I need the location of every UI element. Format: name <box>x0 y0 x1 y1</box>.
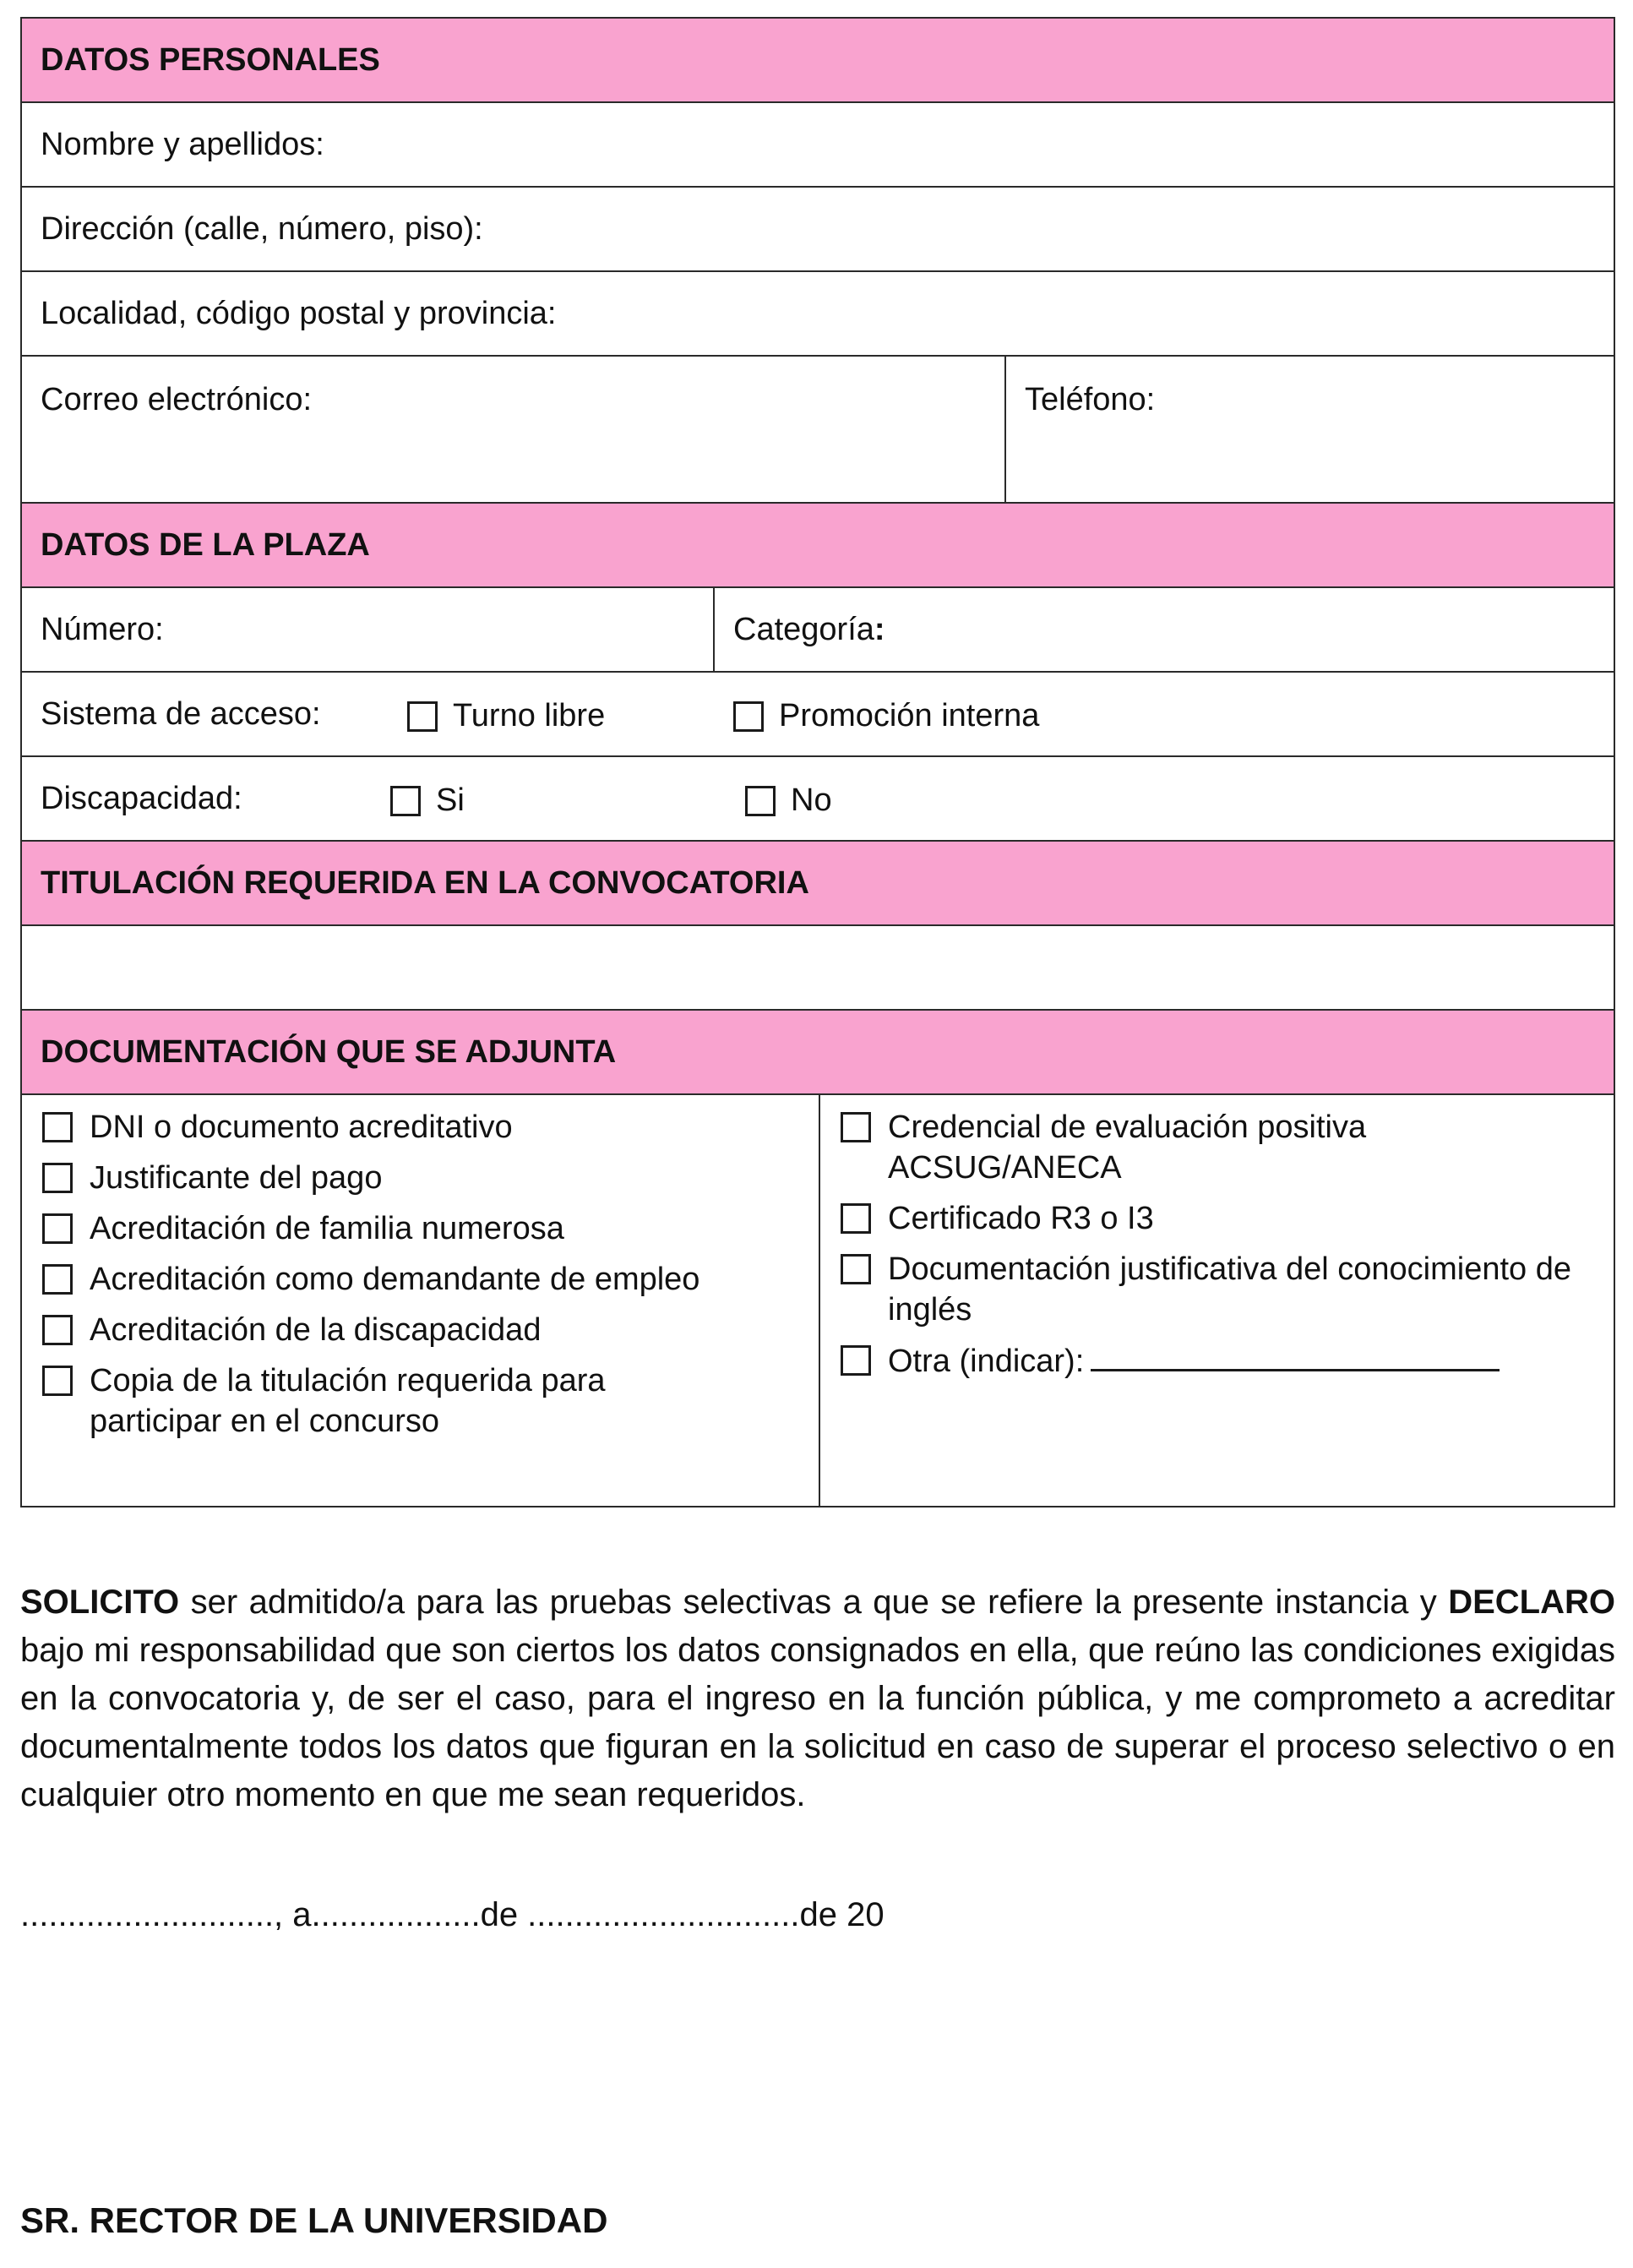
checkbox[interactable] <box>42 1366 73 1396</box>
field-label: Número: <box>41 611 164 647</box>
field-address[interactable] <box>22 188 1614 272</box>
doc-item[interactable]: Credencial de evaluación positiva ACSUG/ANECA <box>841 1107 1597 1188</box>
checkbox[interactable] <box>841 1203 871 1234</box>
field-label: Categoría <box>733 611 874 647</box>
doc-item-other[interactable]: Otra (indicar): <box>841 1340 1597 1382</box>
doc-item[interactable]: DNI o documento acreditativo <box>42 1107 819 1148</box>
field-category[interactable] <box>715 588 1614 671</box>
checkbox[interactable] <box>407 701 438 732</box>
declaro-keyword: DECLARO <box>1448 1584 1615 1621</box>
section-header-position <box>22 504 1614 588</box>
addressee: SR. RECTOR DE LA UNIVERSIDAD <box>20 2200 608 2240</box>
docs-row <box>22 1095 1614 1506</box>
checkbox[interactable] <box>841 1345 871 1376</box>
option-label: Promoción interna <box>779 698 1040 733</box>
option-promocion-interna[interactable] <box>733 698 1039 734</box>
section-title: DATOS DE LA PLAZA <box>41 526 370 563</box>
doc-item[interactable]: Acreditación como demandante de empleo <box>42 1259 819 1300</box>
application-form <box>20 17 1615 1507</box>
access-label: Sistema de acceso: <box>41 695 321 732</box>
option-disability-yes[interactable] <box>390 782 465 819</box>
doc-item[interactable]: Documentación justificativa del conocimiento de inglés <box>841 1249 1597 1330</box>
other-blank-line[interactable] <box>1091 1340 1500 1371</box>
checkbox[interactable] <box>733 701 764 732</box>
date-line[interactable]: ..........................., a..................de .............................de 20 <box>20 1896 885 1933</box>
category-colon: : <box>874 611 885 647</box>
docs-left-column <box>22 1095 820 1506</box>
field-label: Correo electrónico: <box>41 382 313 417</box>
checkbox[interactable] <box>42 1315 73 1345</box>
section-header-docs <box>22 1011 1614 1095</box>
option-turno-libre[interactable] <box>407 698 605 734</box>
field-label: Dirección (calle, número, piso): <box>41 210 483 247</box>
section-title: DOCUMENTACIÓN QUE SE ADJUNTA <box>41 1033 617 1070</box>
field-label: Teléfono: <box>1025 382 1156 417</box>
doc-item[interactable]: Acreditación de familia numerosa <box>42 1208 819 1249</box>
solicito-keyword: SOLICITO <box>20 1584 180 1621</box>
checkbox[interactable] <box>841 1112 871 1142</box>
doc-item[interactable]: Acreditación de la discapacidad <box>42 1310 819 1350</box>
option-label: Turno libre <box>453 698 606 733</box>
section-header-degree <box>22 842 1614 926</box>
checkbox[interactable] <box>745 786 776 816</box>
disability-row <box>22 757 1614 842</box>
checkbox[interactable] <box>42 1264 73 1295</box>
contact-row <box>22 357 1614 504</box>
declaration-paragraph: SOLICITO ser admitido/a para las pruebas selectivas a que se refiere la presente instancia y DECLARO bajo mi responsabilidad que son ciertos los datos consignados en ella, que reúno las condiciones exigidas en la convocatoria y, de ser el caso, para el ingreso en la función pública, y me comprometo a acreditar documentalmente todos los datos que figuran en la solicitud en caso de superar el proceso selectivo o en cualquier otro momento en que me sean requeridos. <box>20 1584 1615 1813</box>
checkbox[interactable] <box>841 1254 871 1284</box>
field-phone[interactable] <box>1006 357 1614 502</box>
field-label: Localidad, código postal y provincia: <box>41 295 557 331</box>
disability-label: Discapacidad: <box>41 780 242 816</box>
field-name[interactable] <box>22 103 1614 188</box>
option-label: No <box>791 782 832 818</box>
checkbox[interactable] <box>390 786 421 816</box>
option-label: Si <box>436 782 465 818</box>
field-locality[interactable] <box>22 272 1614 357</box>
field-number[interactable] <box>22 588 715 671</box>
checkbox[interactable] <box>42 1163 73 1193</box>
field-email[interactable] <box>22 357 1006 502</box>
checkbox[interactable] <box>42 1112 73 1142</box>
checkbox[interactable] <box>42 1213 73 1244</box>
section-title: TITULACIÓN REQUERIDA EN LA CONVOCATORIA <box>41 864 809 901</box>
field-label: Nombre y apellidos: <box>41 126 324 162</box>
option-disability-no[interactable] <box>745 782 832 819</box>
doc-item[interactable]: Copia de la titulación requerida para participar en el concurso <box>42 1360 819 1442</box>
access-row <box>22 673 1614 757</box>
section-title: DATOS PERSONALES <box>41 41 380 78</box>
doc-item[interactable]: Certificado R3 o I3 <box>841 1198 1597 1239</box>
position-row <box>22 588 1614 673</box>
doc-item[interactable]: Justificante del pago <box>42 1158 819 1198</box>
section-header-personal <box>22 19 1614 103</box>
docs-right-column <box>820 1095 1614 1506</box>
field-degree[interactable] <box>22 926 1614 1011</box>
